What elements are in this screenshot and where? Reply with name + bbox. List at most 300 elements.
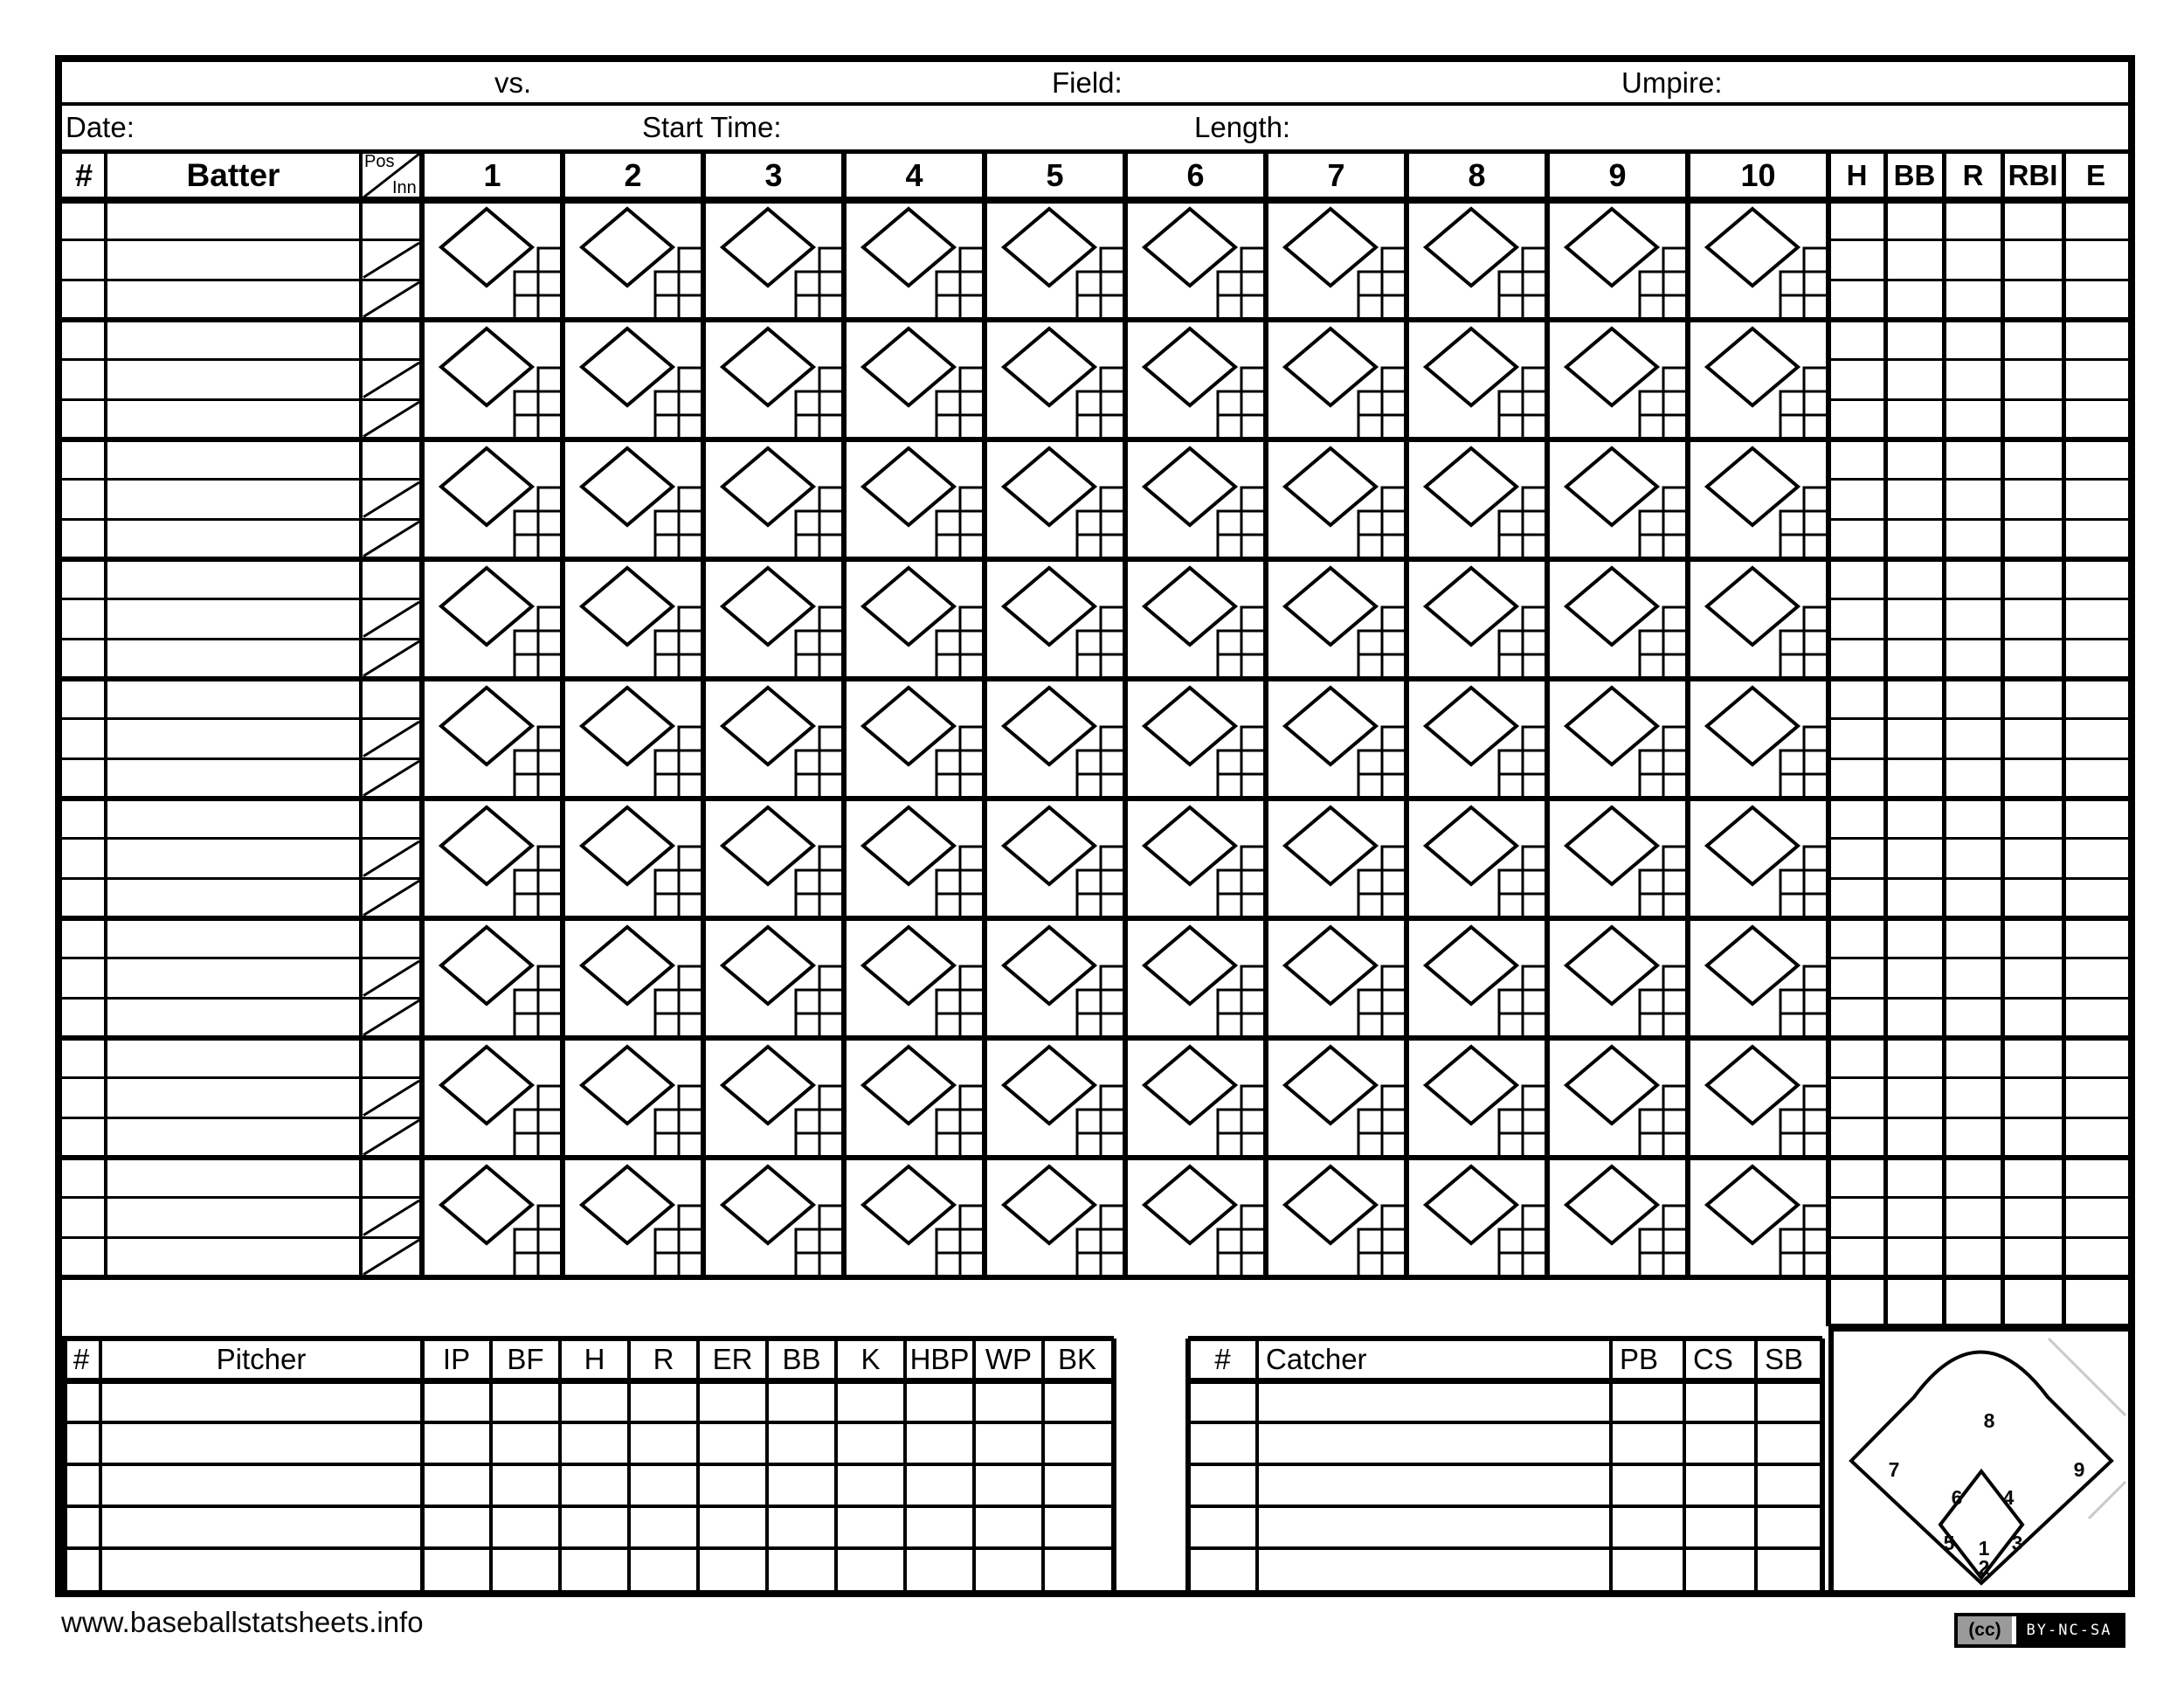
pitch-count-grid [1218,727,1265,798]
scoring-cell-b3-inn4 [844,439,985,559]
scoring-cell-b1-inn5 [985,200,1125,320]
scoring-cell-b7-inn10 [1688,918,1828,1038]
pitcher-table-col-wp: WP [985,1343,1033,1375]
grid-line [1828,279,2128,281]
pitch-count-grid [1358,1086,1406,1157]
pitch-count-grid [655,847,702,917]
basepath-diamond-icon [422,1158,563,1277]
scoring-cell-b8-inn4 [844,1038,985,1158]
basepath-diamond-icon [1688,200,1828,320]
inning-3-header: 3 [764,157,783,193]
scoring-cell-b8-inn6 [1125,1038,1266,1158]
scoring-cell-b8-inn10 [1688,1038,1828,1158]
basepath-diamond-icon [844,200,985,320]
grid-line [1828,837,2128,840]
pitch-count-grid [796,248,843,319]
substitution-slash-icon [361,1198,422,1238]
grid-line [1828,239,2128,241]
basepath-diamond-icon [985,918,1125,1038]
basepath-diamond-icon [844,799,985,918]
scoring-cell-b9-inn7 [1266,1158,1406,1277]
pos-inn-cell [361,1117,422,1158]
scoring-cell-b2-inn2 [563,320,703,439]
basepath-diamond-icon [422,679,563,799]
pos-inn-cell [361,480,422,520]
scoring-cell-b7-inn3 [703,918,844,1038]
scoring-cell-b5-inn6 [1125,679,1266,799]
scoring-cell-b8-inn7 [1266,1038,1406,1158]
scoring-cell-b6-inn6 [1125,799,1266,918]
pitch-count-grid [1780,847,1828,917]
pitch-count-grid [1077,847,1124,917]
scoring-cell-b4-inn7 [1266,559,1406,679]
errors-header: E [2085,159,2105,191]
pos-inn-cell [361,839,422,879]
basepath-diamond-icon [844,1038,985,1158]
basepath-diamond-icon [1406,320,1547,439]
substitution-slash-icon [361,758,422,799]
pitcher-table-col-h: H [584,1343,605,1375]
inning-10-header: 10 [1740,157,1776,193]
walks-header: BB [1893,159,1936,191]
scoring-cell-b5-inn4 [844,679,985,799]
basepath-diamond-icon [1406,439,1547,559]
position-9-number: 9 [2073,1458,2085,1481]
pitcher-table-col-ip: IP [442,1343,471,1375]
basepath-diamond-icon [703,1158,844,1277]
pitch-count-grid [1077,607,1124,678]
pos-inn-cell [361,639,422,679]
basepath-diamond-icon [985,1038,1125,1158]
inn-label: Inn [392,178,417,197]
scoring-cell-b6-inn1 [422,799,563,918]
pitch-count-grid [1358,1206,1406,1276]
basepath-diamond-icon [1125,320,1266,439]
pitch-count-grid [515,368,562,439]
pitch-count-grid [1218,847,1265,917]
scoring-cell-b7-inn8 [1406,918,1547,1038]
pitch-count-grid [936,248,984,319]
pitch-count-grid [515,607,562,678]
basepath-diamond-icon [1266,559,1406,679]
substitution-slash-icon [361,878,422,918]
grid-line [1828,358,2128,361]
basepath-diamond-icon [1125,679,1266,799]
pitch-count-grid [1218,966,1265,1037]
pos-inn-cell [361,599,422,640]
pitch-count-grid [515,248,562,319]
basepath-diamond-icon [1688,439,1828,559]
scoring-cell-b3-inn7 [1266,439,1406,559]
pitcher-table-row [62,1548,1114,1590]
pitch-count-grid [1499,847,1546,917]
field-diagram [1828,1326,2128,1590]
scoring-cell-b4-inn8 [1406,559,1547,679]
scoring-cell-b8-inn8 [1406,1038,1547,1158]
pitch-count-grid [1218,1086,1265,1157]
pos-inn-cell [361,1078,422,1118]
pitcher-table-col-k: K [860,1343,881,1375]
pitch-count-grid [1499,966,1546,1037]
basepath-diamond-icon [703,439,844,559]
basepath-diamond-icon [1266,1158,1406,1277]
basepath-diamond-icon [563,1038,703,1158]
pitch-count-grid [1780,1206,1828,1276]
pitch-count-grid [1499,488,1546,558]
grid-line [1942,151,1946,1326]
cc-logo-icon: (cc) [1958,1616,2012,1644]
basepath-diamond-icon [1406,799,1547,918]
inning-1-header: 1 [483,157,501,193]
pitch-count-grid [796,727,843,798]
basepath-diamond-icon [1266,918,1406,1038]
catcher-table-col-cs: CS [1693,1343,1733,1375]
basepath-diamond-icon [1547,320,1688,439]
pitch-count-grid [1499,248,1546,319]
pitcher-table-col-bb: BB [782,1343,821,1375]
pitch-count-grid [1077,727,1124,798]
basepath-diamond-icon [1266,799,1406,918]
basepath-diamond-icon [703,559,844,679]
basepath-diamond-icon [703,200,844,320]
pitch-count-grid [936,607,984,678]
inning-5-header: 5 [1046,157,1064,193]
basepath-diamond-icon [985,799,1125,918]
basepath-diamond-icon [1125,1158,1266,1277]
pitch-count-grid [655,488,702,558]
inning-9-header: 9 [1608,157,1627,193]
pitch-count-grid [515,1206,562,1276]
scoring-cell-b7-inn4 [844,918,985,1038]
length-label: Length: [1194,111,1291,143]
basepath-diamond-icon [985,439,1125,559]
grid-line [2001,151,2005,1326]
pitch-count-grid [1077,1086,1124,1157]
pos-inn-cell [361,719,422,759]
scoring-cell-b2-inn4 [844,320,985,439]
grid-line [1828,518,2128,521]
basepath-diamond-icon [1547,679,1688,799]
basepath-diamond-icon [844,679,985,799]
pitch-count-grid [1780,727,1828,798]
position-1-number: 1 [1978,1537,1990,1560]
catcher-table-col-sb: SB [1765,1343,1804,1375]
basepath-diamond-icon [1125,200,1266,320]
field-label: Field: [1052,66,1123,99]
basepath-diamond-icon [563,200,703,320]
basepath-diamond-icon [985,559,1125,679]
grid-line [1828,1076,2128,1079]
position-7-number: 7 [1888,1458,1900,1481]
pitch-count-grid [655,966,702,1037]
stat-totals-row [1828,1277,2128,1326]
pitch-count-grid [1358,847,1406,917]
catcher-table-row [1188,1464,1822,1506]
catcher-table-row [1188,1548,1822,1590]
pitch-count-grid [1077,248,1124,319]
pos-inn-cell [361,998,422,1038]
basepath-diamond-icon [1266,679,1406,799]
pitch-count-grid [936,966,984,1037]
scoring-cell-b6-inn3 [703,799,844,918]
pitch-count-grid [1640,1086,1687,1157]
basepath-diamond-icon [703,918,844,1038]
grid-line [1828,398,2128,401]
date-label: Date: [66,111,135,143]
scoring-cell-b5-inn10 [1688,679,1828,799]
scoring-cell-b9-inn8 [1406,1158,1547,1277]
pitch-count-grid [1780,966,1828,1037]
pos-inn-cell [361,758,422,799]
basepath-diamond-icon [1125,799,1266,918]
scoring-cell-b9-inn1 [422,1158,563,1277]
basepath-diamond-icon [844,320,985,439]
basepath-diamond-icon [703,679,844,799]
pos-inn-cell [361,1198,422,1238]
grid-line [2062,151,2066,1326]
batter-name-header: Batter [186,157,280,193]
pitch-count-grid [1499,1206,1546,1276]
pitcher-table-row [62,1422,1114,1464]
basepath-diamond-icon [1688,559,1828,679]
vs-label: vs. [494,66,532,99]
scoring-cell-b8-inn5 [985,1038,1125,1158]
basepath-diamond-icon [563,918,703,1038]
pitch-count-grid [796,966,843,1037]
scoring-cell-b2-inn8 [1406,320,1547,439]
scoring-cell-b5-inn1 [422,679,563,799]
scoring-cell-b7-inn5 [985,918,1125,1038]
basepath-diamond-icon [422,320,563,439]
scoring-cell-b7-inn1 [422,918,563,1038]
pitch-count-grid [1640,488,1687,558]
scoring-cell-b1-inn7 [1266,200,1406,320]
pitch-count-grid [936,1206,984,1276]
pitch-count-grid [1640,847,1687,917]
basepath-diamond-icon [1406,200,1547,320]
pitch-count-grid [1077,1206,1124,1276]
pos-inn-cell [361,519,422,559]
grid-line [1828,1236,2128,1239]
catcher-table-row [1188,1422,1822,1464]
substitution-slash-icon [361,480,422,520]
basepath-diamond-icon [703,320,844,439]
pitch-count-grid [1640,248,1687,319]
pitch-count-grid [1077,368,1124,439]
pitch-count-grid [515,727,562,798]
inning-7-header: 7 [1327,157,1345,193]
basepath-diamond-icon [844,1158,985,1277]
pitch-count-grid [1358,368,1406,439]
scoring-cell-b6-inn9 [1547,799,1688,918]
scoring-cell-b7-inn2 [563,918,703,1038]
pitch-count-grid [655,248,702,319]
inning-6-header: 6 [1186,157,1205,193]
pitch-count-grid [1640,966,1687,1037]
pos-inn-cell [361,1237,422,1277]
pos-label: Pos [364,152,395,171]
inning-4-header: 4 [905,157,923,193]
pitch-count-grid [936,847,984,917]
substitution-slash-icon [361,360,422,400]
substitution-slash-icon [361,1078,422,1118]
pitch-count-grid [1358,966,1406,1037]
scoring-cell-b5-inn2 [563,679,703,799]
scoring-cell-b1-inn6 [1125,200,1266,320]
pitch-count-grid [936,488,984,558]
scoring-cell-b2-inn5 [985,320,1125,439]
basepath-diamond-icon [422,1038,563,1158]
basepath-diamond-icon [1688,679,1828,799]
pitch-count-grid [936,727,984,798]
basepath-diamond-icon [703,1038,844,1158]
catcher-table-col-pb: PB [1620,1343,1659,1375]
position-2-number: 2 [1978,1556,1990,1579]
pitch-count-grid [1499,368,1546,439]
scoring-cell-b6-inn5 [985,799,1125,918]
scoring-cell-b5-inn5 [985,679,1125,799]
pitcher-table-row [62,1380,1114,1422]
cc-license-label: BY-NC-SA [2016,1616,2122,1644]
scoring-cell-b2-inn3 [703,320,844,439]
pitcher-table-col-r: R [653,1343,674,1375]
batter-number-header: # [74,157,93,193]
basepath-diamond-icon [844,439,985,559]
pitch-count-grid [1499,727,1546,798]
pitch-count-grid [515,847,562,917]
basepath-diamond-icon [844,918,985,1038]
pitch-count-grid [796,1086,843,1157]
basepath-diamond-icon [1266,439,1406,559]
pitcher-table-row [62,1506,1114,1548]
substitution-slash-icon [361,399,422,439]
umpire-label: Umpire: [1621,66,1723,99]
pitch-count-grid [1640,368,1687,439]
substitution-slash-icon [361,1117,422,1158]
basepath-diamond-icon [1266,320,1406,439]
position-5-number: 5 [1943,1532,1955,1554]
scoring-cell-b9-inn4 [844,1158,985,1277]
pitch-count-grid [1218,368,1265,439]
website-url: www.baseballstatsheets.info [61,1606,424,1638]
pitch-count-grid [655,1086,702,1157]
substitution-slash-icon [361,998,422,1038]
scoring-cell-b4-inn5 [985,559,1125,679]
scoring-cell-b3-inn10 [1688,439,1828,559]
scoring-cell-b1-inn10 [1688,200,1828,320]
pitch-count-grid [1780,607,1828,678]
substitution-slash-icon [361,599,422,640]
scoring-cell-b8-inn2 [563,1038,703,1158]
scoring-cell-b1-inn2 [563,200,703,320]
substitution-slash-icon [361,839,422,879]
basepath-diamond-icon [1547,1038,1688,1158]
basepath-diamond-icon [1688,799,1828,918]
runs-header: R [1962,159,1984,191]
rbi-header: RBI [2008,159,2058,191]
basepath-diamond-icon [563,320,703,439]
pos-inn-cell [361,958,422,999]
basepath-diamond-icon [563,439,703,559]
inning-8-header: 8 [1468,157,1486,193]
basepath-diamond-icon [1406,559,1547,679]
pitch-count-grid [655,607,702,678]
pitch-count-grid [1640,1206,1687,1276]
catcher-table-row [1188,1380,1822,1422]
basepath-diamond-icon [1406,918,1547,1038]
scoring-cell-b6-inn8 [1406,799,1547,918]
scoring-cell-b2-inn7 [1266,320,1406,439]
scoring-cell-b6-inn10 [1688,799,1828,918]
basepath-diamond-icon [563,1158,703,1277]
basepath-diamond-icon [1125,439,1266,559]
scoring-cell-b7-inn7 [1266,918,1406,1038]
substitution-slash-icon [361,639,422,679]
grid-line [1828,1117,2128,1119]
position-8-number: 8 [1983,1409,1995,1432]
pitch-count-grid [1218,248,1265,319]
scoring-cell-b1-inn9 [1547,200,1688,320]
scoring-cell-b2-inn9 [1547,320,1688,439]
scoring-cell-b3-inn6 [1125,439,1266,559]
grid-line [1828,478,2128,481]
scoring-cell-b4-inn1 [422,559,563,679]
basepath-diamond-icon [1266,1038,1406,1158]
basepath-diamond-icon [422,918,563,1038]
scoring-cell-b8-inn1 [422,1038,563,1158]
scoring-cell-b7-inn6 [1125,918,1266,1038]
scoring-cell-b4-inn2 [563,559,703,679]
catcher-table-col-num: # [1214,1343,1231,1375]
pos-inn-cell [361,399,422,439]
scoring-cell-b9-inn2 [563,1158,703,1277]
cc-license-badge [1954,1613,2125,1648]
basepath-diamond-icon [563,559,703,679]
scoring-cell-b2-inn10 [1688,320,1828,439]
pitcher-table-row [62,1464,1114,1506]
pitcher-table-col-hbp: HBP [909,1343,970,1375]
basepath-diamond-icon [985,320,1125,439]
position-6-number: 6 [1951,1486,1963,1509]
basepath-diamond-icon [703,799,844,918]
scoring-cell-b5-inn8 [1406,679,1547,799]
basepath-diamond-icon [1406,1158,1547,1277]
pitch-count-grid [1218,607,1265,678]
pitch-count-grid [1077,966,1124,1037]
grid-line [1828,598,2128,600]
pitch-count-grid [1218,1206,1265,1276]
pitch-count-grid [796,847,843,917]
pitch-count-grid [515,488,562,558]
basepath-diamond-icon [422,799,563,918]
basepath-diamond-icon [1266,200,1406,320]
grid-line [1828,957,2128,959]
pitch-count-grid [1640,607,1687,678]
substitution-slash-icon [361,958,422,999]
pitch-count-grid [1358,248,1406,319]
pitch-count-grid [936,368,984,439]
scoring-cell-b4-inn9 [1547,559,1688,679]
basepath-diamond-icon [1125,1038,1266,1158]
basepath-diamond-icon [1125,918,1266,1038]
pitch-count-grid [796,607,843,678]
basepath-diamond-icon [1125,559,1266,679]
pitcher-table-col-bk: BK [1057,1343,1097,1375]
pitcher-table-col-er: ER [712,1343,753,1375]
scoring-cell-b3-inn1 [422,439,563,559]
basepath-diamond-icon [1406,1038,1547,1158]
scoring-cell-b9-inn9 [1547,1158,1688,1277]
